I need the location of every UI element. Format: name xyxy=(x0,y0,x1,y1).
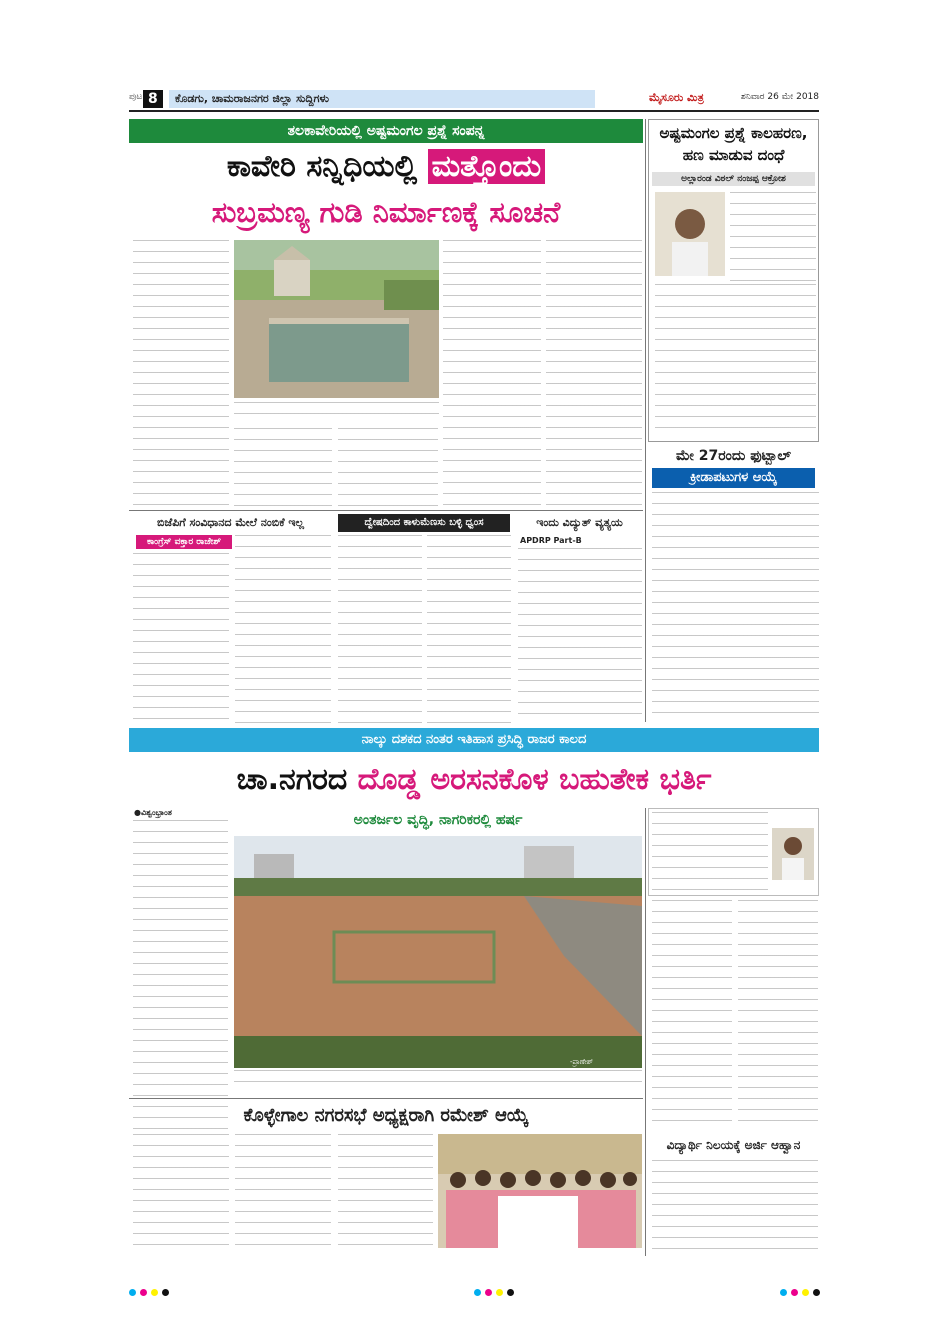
cmyk-dot xyxy=(802,1289,809,1296)
lead-body-col-4 xyxy=(443,240,541,505)
cmyk-dot xyxy=(151,1289,158,1296)
lead-headline-2: ಸುಬ್ರಮಣ್ಯ ಗುಡಿ ನಿರ್ಮಾಣಕ್ಕೆ ಸೂಚನೆ xyxy=(211,195,561,229)
registration-dots-left xyxy=(129,1281,173,1300)
quote-portrait xyxy=(772,828,814,880)
registration-dots-right xyxy=(780,1281,824,1300)
tank-photo xyxy=(234,836,642,1068)
lead-body-col-5 xyxy=(546,240,642,505)
lead-body-col-3 xyxy=(338,428,438,506)
kollegal-headline: ಕೊಳ್ಳೇಗಾಲ ನಗರಸಭೆ ಅಧ್ಯಕ್ಷರಾಗಿ ರಮೇಶ್ ಆಯ್ಕೆ xyxy=(243,1105,529,1126)
bjp-sub: ಕಾಂಗ್ರೆಸ್ ವಕ್ತಾರ ರಾಜೇಶ್ xyxy=(136,535,232,549)
col-rule-2 xyxy=(645,808,646,1256)
tank-photo-caption xyxy=(234,1070,642,1092)
portrait-photo xyxy=(655,192,725,276)
lead-headline-1b: ಮತ್ತೊಂದು xyxy=(428,149,546,184)
tank-sub: ಅಂತರ್ಜಲ ವೃದ್ಧಿ, ನಾಗರಿಕರಲ್ಲಿ ಹರ್ಷ xyxy=(353,812,523,828)
band-headline xyxy=(129,758,819,802)
masthead: ಮೈಸೂರು ಮಿತ್ರ xyxy=(649,91,704,104)
tank-photo-credit: -ಪ್ರಾಣೇಶ್ xyxy=(570,1058,594,1066)
lead-body-col-2 xyxy=(234,428,332,506)
cmyk-dot xyxy=(780,1289,787,1296)
kollegal-body-1 xyxy=(133,1134,229,1254)
tank-body-2 xyxy=(652,900,732,1130)
football-headline-a: ಮೇ 27ರಂದು ಫುಟ್ಬಾಲ್ xyxy=(676,448,791,464)
hate-headline: ದ್ವೇಷದಿಂದ ಕಾಳುಮೆಣಸು ಬಳ್ಳಿ ಧ್ವಂಸ xyxy=(338,514,510,532)
cmyk-dot xyxy=(129,1289,136,1296)
group-photo xyxy=(438,1134,642,1248)
section-title: ಕೊಡಗು, ಚಾಮರಾಜನಗರ ಜಿಲ್ಲಾ ಸುದ್ದಿಗಳು xyxy=(169,90,595,108)
band-headline-c: ಬಹುತೇಕ ಭರ್ತಿ xyxy=(559,762,712,797)
football-body xyxy=(652,492,819,720)
page-header xyxy=(129,90,819,108)
cmyk-dot xyxy=(140,1289,147,1296)
tank-body-3 xyxy=(738,900,818,1130)
kollegal-body-3 xyxy=(338,1134,433,1254)
band-headline-b: ದೊಡ್ಡ ಅರಸನಕೊಳ xyxy=(357,762,549,797)
band-headline-a: ಚಾ.ನಗರದ xyxy=(236,762,348,797)
side-story-byline: ಅಲ್ಲಾರಂಡ ವಿಠಲ್ ನಂಜಪ್ಪ ಆಕ್ರೋಶ xyxy=(652,172,815,186)
side-story-col-b xyxy=(655,284,816,437)
bjp-body-2 xyxy=(235,535,331,723)
bjp-headline: ಬಿಜೆಪಿಗೆ ಸಂವಿಧಾನದ ಮೇಲೆ ನಂಬಿಕೆ ಇಲ್ಲ xyxy=(157,516,304,529)
cmyk-dot xyxy=(791,1289,798,1296)
side-story-col-a xyxy=(730,192,816,282)
bottom-rule xyxy=(129,1098,643,1099)
col-rule-1 xyxy=(645,119,646,722)
mid-rule xyxy=(129,510,643,511)
football-headline-b: ಕ್ರೀಡಾಪಟುಗಳ ಆಯ್ಕೆ xyxy=(652,468,815,488)
band-kicker: ನಾಲ್ಕು ದಶಕದ ನಂತರ ಇತಿಹಾಸ ಪ್ರಸಿದ್ಧಿ ರಾಜರ ಕಾಲದ xyxy=(129,728,819,752)
hate-body-1 xyxy=(338,535,422,723)
hostel-headline: ವಿದ್ಯಾರ್ಥಿ ನಿಲಯಕ್ಕೆ ಅರ್ಜಿ ಆಹ್ವಾನ xyxy=(666,1138,801,1152)
issue-date: ಶನಿವಾರ 26 ಮೇ 2018 xyxy=(740,92,819,102)
bjp-body-1 xyxy=(133,553,229,723)
registration-dots-center xyxy=(474,1281,518,1300)
cmyk-dot xyxy=(162,1289,169,1296)
page-label: ಪುಟ xyxy=(129,92,143,102)
tank-quote-text xyxy=(652,812,768,892)
hate-body-2 xyxy=(427,535,511,723)
cmyk-dot xyxy=(813,1289,820,1296)
lead-photo-caption xyxy=(234,402,439,424)
hostel-body xyxy=(652,1160,818,1255)
page-number: 8 xyxy=(143,90,163,108)
tank-byline: ●ವಿಶ್ವಂಭ್ರಾಂತ xyxy=(134,808,172,817)
cmyk-dot xyxy=(507,1289,514,1296)
lead-body-col-1 xyxy=(133,240,229,505)
power-headline: ಇಂದು ವಿದ್ಯುತ್ ವ್ಯತ್ಯಯ xyxy=(536,516,623,529)
power-body xyxy=(518,548,642,723)
side-story-headline: ಅಷ್ಟಮಂಗಲ ಪ್ರಶ್ನೆ ಕಾಲಹರಣ, ಹಣ ಮಾಡುವ ದಂಧೆ xyxy=(659,124,808,164)
lead-headline-1 xyxy=(129,147,643,187)
tank-body-1 xyxy=(133,820,228,1130)
cmyk-dot xyxy=(496,1289,503,1296)
lead-kicker: ತಲಕಾವೇರಿಯಲ್ಲಿ ಅಷ್ಟಮಂಗಲ ಪ್ರಶ್ನೆ ಸಂಪನ್ನ xyxy=(129,119,643,143)
cmyk-dot xyxy=(485,1289,492,1296)
header-rule xyxy=(129,110,819,112)
lead-headline-1a: ಕಾವೇರಿ ಸನ್ನಿಧಿಯಲ್ಲಿ xyxy=(226,149,418,184)
power-tag: APDRP Part-B xyxy=(520,536,582,545)
cmyk-dot xyxy=(474,1289,481,1296)
temple-tank-photo xyxy=(234,240,439,398)
kollegal-body-2 xyxy=(235,1134,331,1254)
